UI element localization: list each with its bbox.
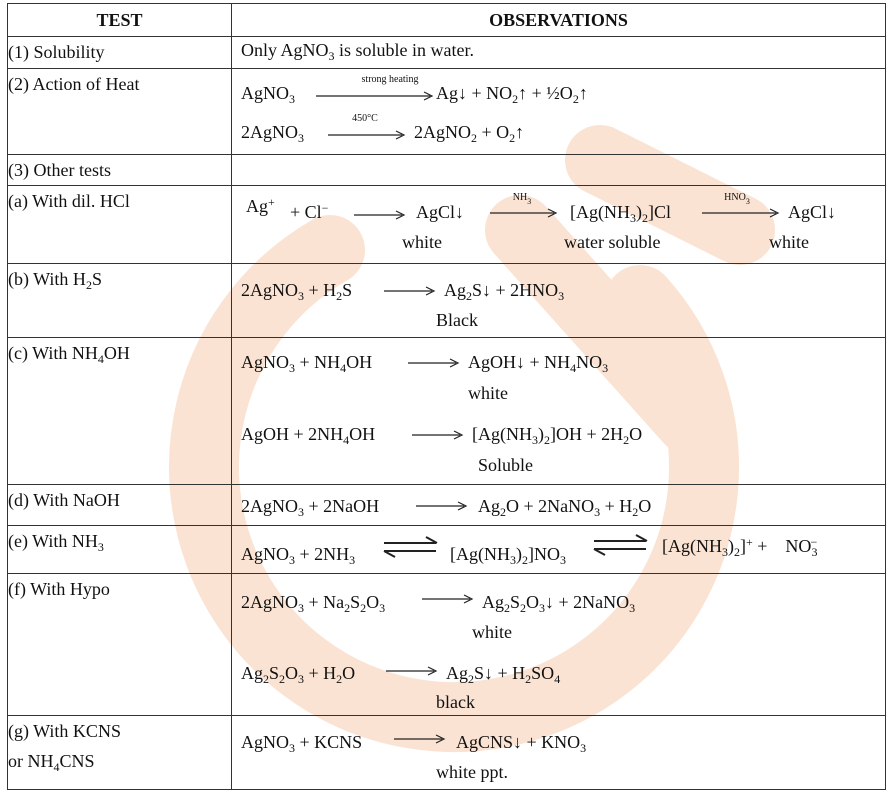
product-caption: Soluble — [478, 455, 534, 475]
reactant: 2AgNO$_3$ + $H_2S$ — [241, 280, 353, 303]
reactant: 2AgNO$_3$ — [241, 122, 304, 145]
reactant: Ag+ — [246, 195, 275, 216]
reaction-arrow — [394, 734, 446, 744]
product-caption: white — [472, 622, 512, 642]
product: $Ag_2O$ + 2NaNO$_3$ + $H_2O$ — [478, 496, 652, 519]
table-row — [8, 485, 886, 526]
reactant: AgNO$_3$ + $NH_4OH$ — [241, 352, 373, 375]
product: AgCNS↓ + $KNO_3$ — [456, 732, 587, 755]
reaction-arrow — [386, 666, 438, 676]
observation-cell — [232, 155, 886, 186]
reaction-arrow — [490, 208, 558, 218]
table-row — [8, 338, 886, 485]
table-row — [8, 574, 886, 716]
product-caption: white ppt. — [436, 762, 508, 782]
product: $Ag_2S↓ + 2HNO_3$ — [444, 280, 565, 303]
product: $Ag_2S↓ + H_2SO_4$ — [446, 663, 561, 686]
arrow-condition: 450°C — [352, 113, 378, 124]
test-label: (f) With Hypo — [8, 574, 232, 716]
reactant: AgNO$_3$ + KCNS — [241, 732, 363, 755]
table-row — [8, 37, 886, 69]
test-label: (2) Action of Heat — [8, 69, 232, 155]
reaction-arrow — [422, 594, 474, 604]
product-caption: black — [436, 692, 475, 712]
arrow-condition: $NH_3$ — [512, 192, 532, 206]
table-row — [8, 264, 886, 338]
reactant: 2AgNO$_3$ + $Na_2S_2O_3$ — [241, 592, 386, 615]
reactant: AgNO$_3$ + $2NH_3$ — [241, 544, 356, 567]
test-label: (b) With $H_2S$ — [8, 264, 232, 338]
test-label: (e) With $NH_3$ — [8, 526, 232, 574]
observation-cell — [232, 37, 886, 69]
table-row — [8, 69, 886, 155]
product: $Ag_2S_2O_3↓$ + 2NaNO$_3$ — [482, 592, 636, 615]
test-label: (3) Other tests — [8, 155, 232, 186]
product: $[Ag(NH_3)_2]NO_3$ — [450, 544, 566, 567]
table-row — [8, 526, 886, 574]
observation-cell — [232, 485, 886, 526]
product-caption: white — [769, 232, 809, 252]
table-row — [8, 155, 886, 186]
product: 2AgNO$_2$ + $O_2↑$ — [414, 122, 525, 145]
product-caption: white — [402, 232, 442, 252]
product: $[Ag(NH_3)_2]Cl$ — [570, 202, 672, 225]
reaction-arrow — [316, 91, 434, 101]
product: Ag↓ + $NO_2↑$ + $\frac{1}{2}O_2↑$ — [436, 83, 588, 106]
observation-cell — [232, 69, 886, 155]
table-row — [8, 186, 886, 264]
test-label: (1) Solubility — [8, 37, 232, 69]
test-label: (c) With $NH_4OH$ — [8, 338, 232, 485]
observation-cell — [232, 264, 886, 338]
test-label: (a) With dil. HCl — [8, 186, 232, 264]
reactant: + Cl− — [290, 201, 329, 222]
header-row — [8, 4, 886, 37]
observation-cell — [232, 186, 886, 264]
observations-column-header: OBSERVATIONS — [232, 4, 886, 37]
observation-cell — [232, 574, 886, 716]
reaction-arrow — [702, 208, 780, 218]
reaction-arrow — [328, 130, 406, 140]
reaction-arrow — [384, 286, 436, 296]
reactant: 2AgNO$_3$ + 2NaOH — [241, 496, 380, 519]
product-caption: water soluble — [564, 232, 661, 252]
reaction-arrow — [408, 358, 460, 368]
table-row — [8, 716, 886, 790]
product-caption: white — [468, 383, 508, 403]
test-label: (d) With NaOH — [8, 485, 232, 526]
reaction-arrow — [412, 430, 464, 440]
observation-cell — [232, 716, 886, 790]
arrow-condition: $HNO_3$ — [724, 192, 750, 206]
observation-cell — [232, 338, 886, 485]
equilibrium-arrow — [382, 536, 440, 558]
product: AgCl↓ — [788, 202, 837, 222]
test-label: (g) With KCNS or $NH_4CNS$ — [8, 716, 232, 790]
reactions-table — [7, 3, 886, 790]
observation-cell — [232, 526, 886, 574]
arrow-condition: strong heating — [361, 74, 419, 85]
equilibrium-arrow — [592, 534, 650, 556]
reactant: AgOH + $2NH_4OH$ — [241, 424, 376, 447]
product-caption: Black — [436, 310, 478, 330]
reactant: $Ag_2S_2O_3 + H_2O$ — [241, 663, 356, 686]
product: $[Ag(NH_3)_2]OH + 2H_2O$ — [472, 424, 643, 447]
product: AgOH↓ + $NH_4NO_3$ — [468, 352, 609, 375]
product: AgCl↓ — [416, 202, 465, 222]
observation-text: Only AgNO$_3$ is soluble in water. — [241, 40, 474, 63]
product: $[Ag(NH_3)_2]^+$ + $NO_3^-$ — [662, 535, 818, 559]
reaction-arrow — [354, 210, 406, 220]
test-column-header: TEST — [8, 4, 232, 37]
reaction-arrow — [416, 501, 468, 511]
reactant: AgNO$_3$ — [241, 83, 295, 106]
